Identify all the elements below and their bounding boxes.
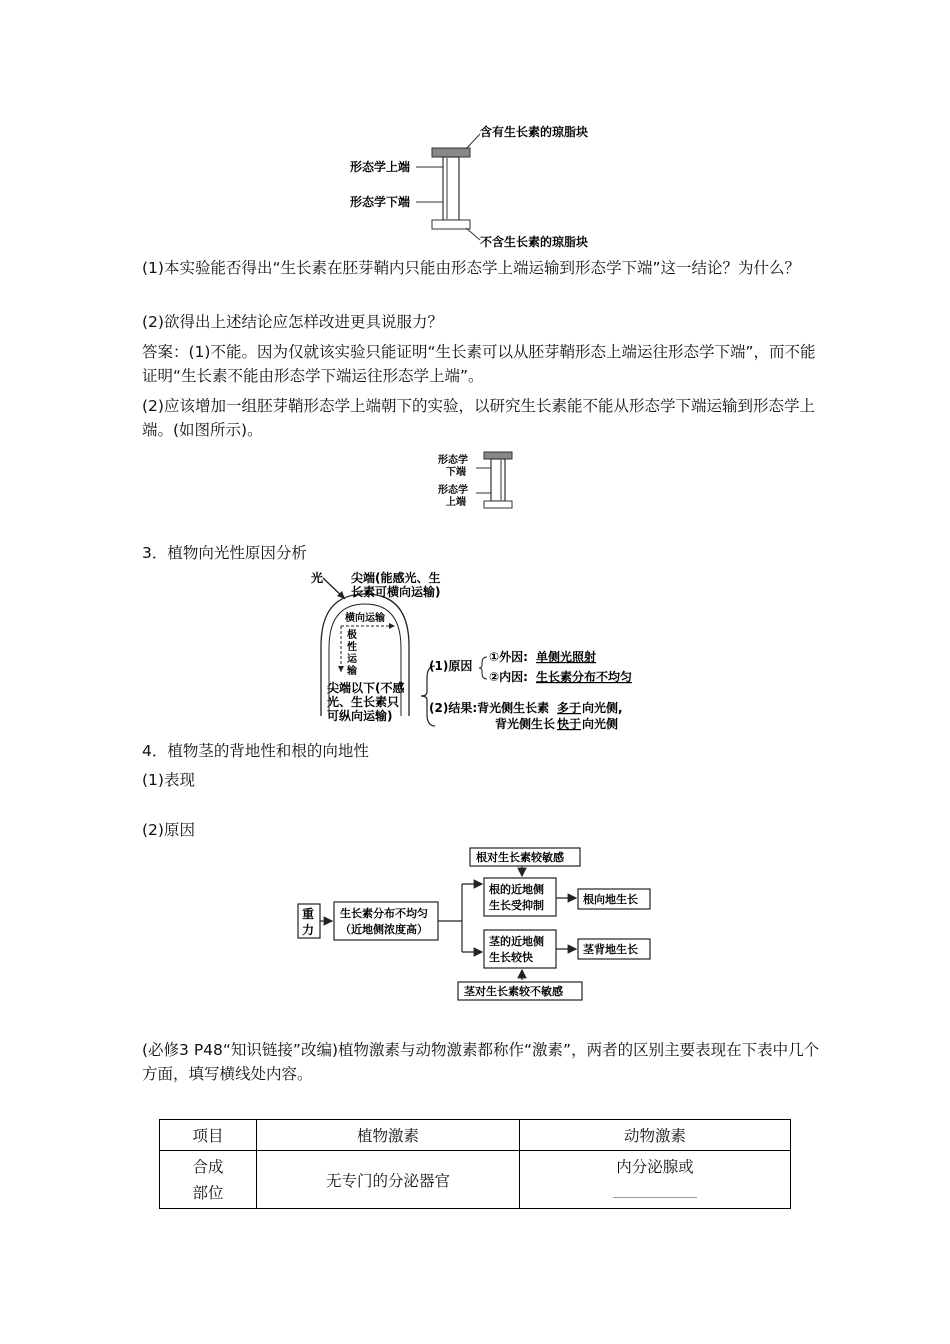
label-below-tip-3: 可纵向运输): [327, 709, 393, 723]
figure-gravitropism: [290, 842, 660, 1006]
answer-2: (2)应该增加一组胚芽鞘形态学上端朝下的实验，以研究生长素能不能从形态学下端运输到形态学上端。(如图所示)。: [142, 397, 815, 439]
label-below-tip-1: 尖端以下(不感: [327, 681, 405, 695]
label-uneven-1: 生长素分布不均匀: [340, 907, 428, 920]
label-morph-1: 形态学: [438, 455, 468, 466]
label-root-side-2: 生长受抑制: [489, 899, 544, 912]
label-external-value: 单侧光照射: [536, 650, 597, 664]
section-3-title: 3．植物向光性原因分析: [142, 544, 307, 562]
label-stem-side-1: 茎的近地侧: [489, 935, 544, 948]
label-result-faster: 快于: [557, 717, 582, 731]
label-upper-end: 上端: [446, 497, 466, 508]
label-uneven-2: （近地侧浓度高）: [340, 923, 428, 936]
cell-plant-synthesis: 无专门的分泌器官: [257, 1151, 520, 1209]
row-label-synthesis-site: [160, 1151, 257, 1209]
label-root-sensitive: 根对生长素较敏感: [476, 851, 564, 864]
label-polar-1: 极: [347, 630, 357, 641]
figure-inverted-coleoptile: [432, 448, 532, 512]
label-tip-1: 尖端(能感光、生: [351, 571, 441, 585]
label-stem-result: 茎背地生长: [583, 943, 638, 956]
header-item: 项目: [160, 1120, 257, 1151]
label-root-result: 根向地生长: [583, 893, 638, 906]
label-result-prefix: (2)结果:背光侧生长素: [429, 701, 550, 715]
label-agar-without-auxin: 不含生长素的琼脂块: [480, 235, 589, 249]
label-morph-2: 形态学: [438, 485, 468, 496]
label-result2-suffix: 向光侧: [582, 717, 619, 731]
label-result2-prefix: 背光侧生长: [495, 717, 556, 731]
header-animal-hormone: 动物激素: [520, 1120, 791, 1151]
label-external-prefix: ①外因:: [489, 650, 528, 664]
label-lateral-transport: 横向运输: [345, 613, 385, 624]
label-internal-prefix: ②内因:: [489, 670, 528, 684]
agar-block-bottom: [484, 501, 512, 508]
question-1: (1)本实验能否得出“生长素在胚芽鞘内只能由形态学上端运输到形态学下端”这一结论？为什么？: [142, 259, 801, 277]
table-header-row: [160, 1120, 791, 1151]
label-root-side-1: 根的近地侧: [489, 883, 544, 896]
cell-animal-synthesis: [520, 1151, 791, 1209]
row-label-line-1: 合成: [192, 1157, 224, 1176]
label-light: 光: [311, 571, 324, 585]
label-below-tip-2: 光、生长素只: [327, 695, 400, 709]
coleoptile-segment: [443, 157, 459, 220]
section-4-title: 4．植物茎的背地性和根的向地性: [142, 742, 369, 760]
fill-in-blank[interactable]: [613, 1183, 697, 1198]
agar-block-without-auxin: [432, 220, 470, 229]
inner-brace: [479, 657, 487, 679]
label-morph-lower: 形态学下端: [350, 195, 411, 209]
label-tip-2: 长素可横向运输): [351, 585, 441, 599]
label-polar-4: 输: [347, 666, 357, 677]
section-4-sub-2: (2)原因: [142, 821, 195, 839]
agar-block-with-auxin: [432, 148, 470, 157]
comparison-table: [159, 1119, 791, 1209]
outer-brace: [421, 666, 435, 726]
answer-1: 答案：(1)不能。因为仅就该实验只能证明“生长素可以从胚芽鞘形态上端运往形态学下端”，而不能证明“生长素不能由形态学下端运往形态学上端”。: [142, 343, 816, 385]
question-2: (2)欲得出上述结论应怎样改进更具说服力？: [142, 313, 443, 331]
label-morph-upper: 形态学上端: [350, 160, 411, 174]
cell-animal-text: 内分泌腺或: [616, 1157, 694, 1176]
label-gravity-1: 重: [302, 907, 315, 921]
coleoptile-inverted: [491, 459, 505, 501]
label-result-mid: 向光侧,: [582, 701, 623, 715]
label-agar-with-auxin: 含有生长素的琼脂块: [480, 125, 589, 139]
figure-auxin-transport: [340, 118, 630, 250]
row-label-line-2: 部位: [192, 1183, 224, 1202]
label-polar-2: 性: [347, 642, 357, 653]
label-gravity-2: 力: [302, 923, 315, 937]
figure-phototropism: [305, 566, 655, 734]
label-result-more: 多于: [557, 701, 582, 715]
header-plant-hormone: 植物激素: [257, 1120, 520, 1151]
label-lower-end: 下端: [446, 467, 466, 478]
label-internal-value: 生长素分布不均匀: [536, 670, 633, 684]
label-stem-side-2: 生长较快: [489, 951, 533, 964]
agar-block-top: [484, 452, 512, 459]
section-4-sub-1: (1)表现: [142, 771, 195, 789]
label-stem-insensitive: 茎对生长素较不敏感: [464, 985, 563, 998]
label-cause: (1)原因: [429, 659, 473, 673]
intro-paragraph: (必修3 P48“知识链接”改编)植物激素与动物激素都称作“激素”，两者的区别主要表现在下表中几个方面，填写横线处内容。: [142, 1041, 820, 1083]
label-polar-3: 运: [347, 654, 357, 665]
table-row: [160, 1151, 791, 1209]
